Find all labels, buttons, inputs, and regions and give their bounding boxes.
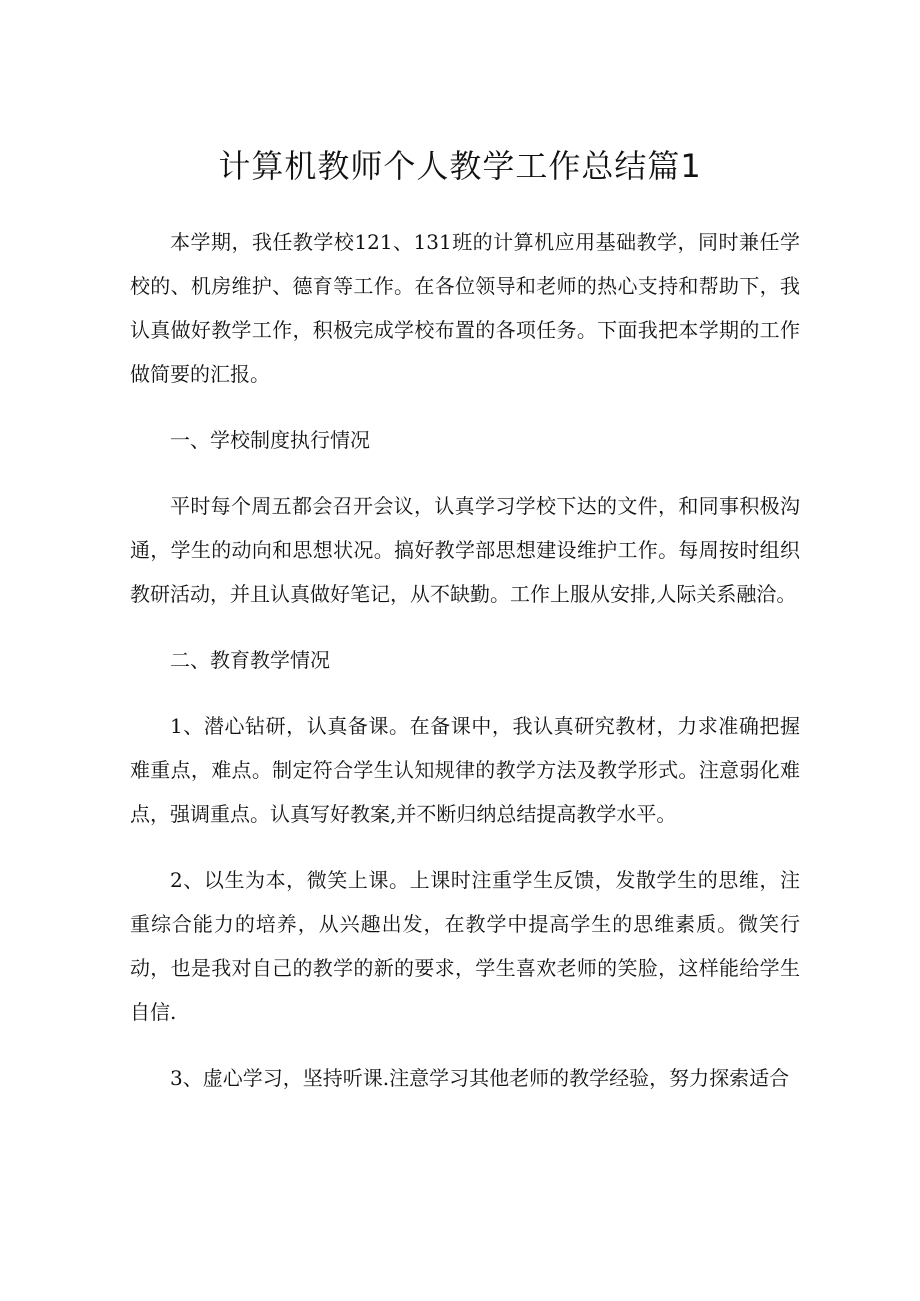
section-heading-1: 一、学校制度执行情况 <box>170 428 370 452</box>
paragraph-item-1: 1、潜心钻研，认真备课。在备课中，我认真研究教材，力求准确把握难重点，难点。制定符合学生认知规律的教学方法及教学形式。注意弱化难点，强调重点。认真写好教案,并不断归纳总结提高教学水平。 <box>130 714 800 826</box>
document-title: 计算机教师个人教学工作总结篇1 <box>218 147 702 185</box>
document-body <box>130 220 800 1122</box>
paragraph-intro: 本学期，我任教学校121、131班的计算机应用基础教学，同时兼任学校的、机房维护、德育等工作。在各位领导和老师的热心支持和帮助下，我认真做好教学工作，积极完成学校布置的各项任务。下面我把本学期的工作做简要的汇报。 <box>130 230 800 386</box>
paragraph-school-system: 平时每个周五都会召开会议，认真学习学校下达的文件，和同事积极沟通，学生的动向和思想状况。搞好教学部思想建设维护工作。每周按时组织教研活动，并且认真做好笔记，从不缺勤。工作上服从安排,人际关系融洽。 <box>130 494 800 606</box>
paragraph-item-3: 3、虚心学习，坚持听课.注意学习其他老师的教学经验，努力探索适合 <box>170 1066 790 1090</box>
paragraph-item-2: 2、以生为本，微笑上课。上课时注重学生反馈，发散学生的思维，注重综合能力的培养，从兴趣出发，在教学中提高学生的思维素质。微笑行动，也是我对自己的教学的新的要求，学生喜欢老师的笑脸，这样能给学生自信. <box>130 868 800 1024</box>
section-heading-2: 二、教育教学情况 <box>170 648 330 672</box>
